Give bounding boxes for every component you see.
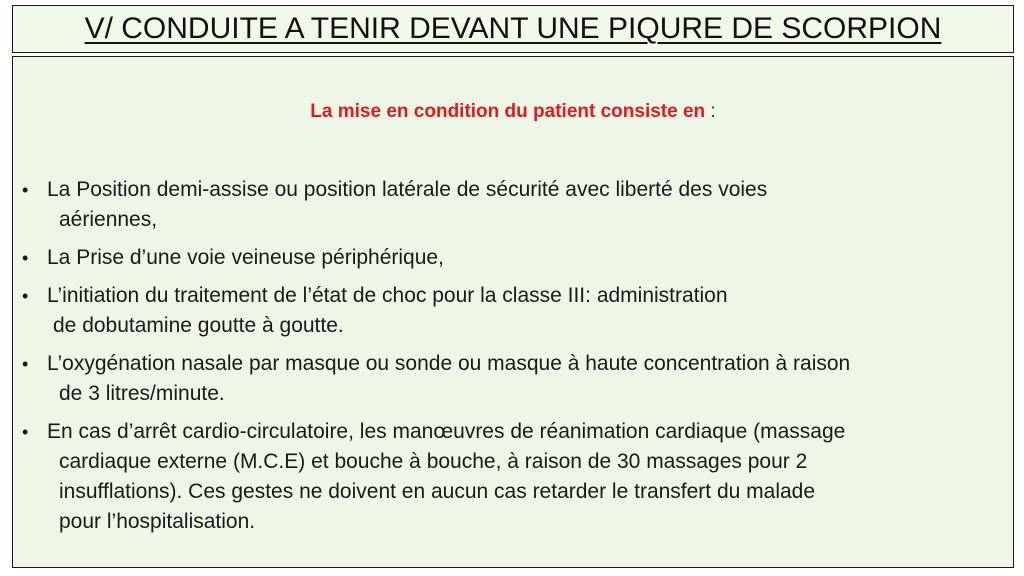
bullet-line: cardiaque externe (M.C.E) et bouche à bouche, à raison de 30 massages pour 2	[59, 450, 808, 473]
bullet-line: L’initiation du traitement de l’état de choc pour la classe III: administration	[47, 284, 728, 307]
bullet-line: La Position demi-assise ou position latérale de sécurité avec liberté des voies	[47, 178, 768, 201]
bullet-icon: •	[22, 248, 29, 268]
subtitle-text: La mise en condition du patient consiste en	[310, 101, 706, 122]
bullet-line: de dobutamine goutte à goutte.	[53, 314, 344, 337]
bullet-icon: •	[22, 422, 29, 442]
bullet-icon: •	[22, 180, 29, 200]
bullet-icon: •	[22, 354, 29, 374]
content-box	[12, 56, 1014, 568]
bullet-line: En cas d’arrêt cardio-circulatoire, les manœuvres de réanimation cardiaque (massage	[47, 420, 846, 443]
bullet-item-voie-veineuse	[13, 243, 1003, 273]
subtitle	[13, 101, 1013, 123]
title-box	[12, 5, 1014, 53]
bullet-item-position	[13, 175, 1003, 235]
bullet-icon: •	[22, 286, 29, 306]
bullet-item-oxygenation	[13, 349, 1003, 409]
bullet-item-etat-de-choc	[13, 281, 1003, 341]
bullet-line: insufflations). Ces gestes ne doivent en aucun cas retarder le transfert du malade	[59, 480, 816, 503]
subtitle-colon: :	[710, 101, 716, 122]
bullet-item-arret-cardio	[13, 417, 1003, 537]
bullet-list	[13, 175, 1003, 545]
bullet-line: pour l’hospitalisation.	[59, 510, 256, 533]
slide-title: V/ CONDUITE A TENIR DEVANT UNE PIQURE DE SCORPION	[84, 12, 942, 45]
bullet-line: La Prise d’une voie veineuse périphérique,	[47, 246, 444, 269]
bullet-line: de 3 litres/minute.	[59, 382, 225, 405]
bullet-line: aériennes,	[59, 208, 158, 231]
bullet-line: L’oxygénation nasale par masque ou sonde ou masque à haute concentration à raison	[47, 352, 851, 375]
